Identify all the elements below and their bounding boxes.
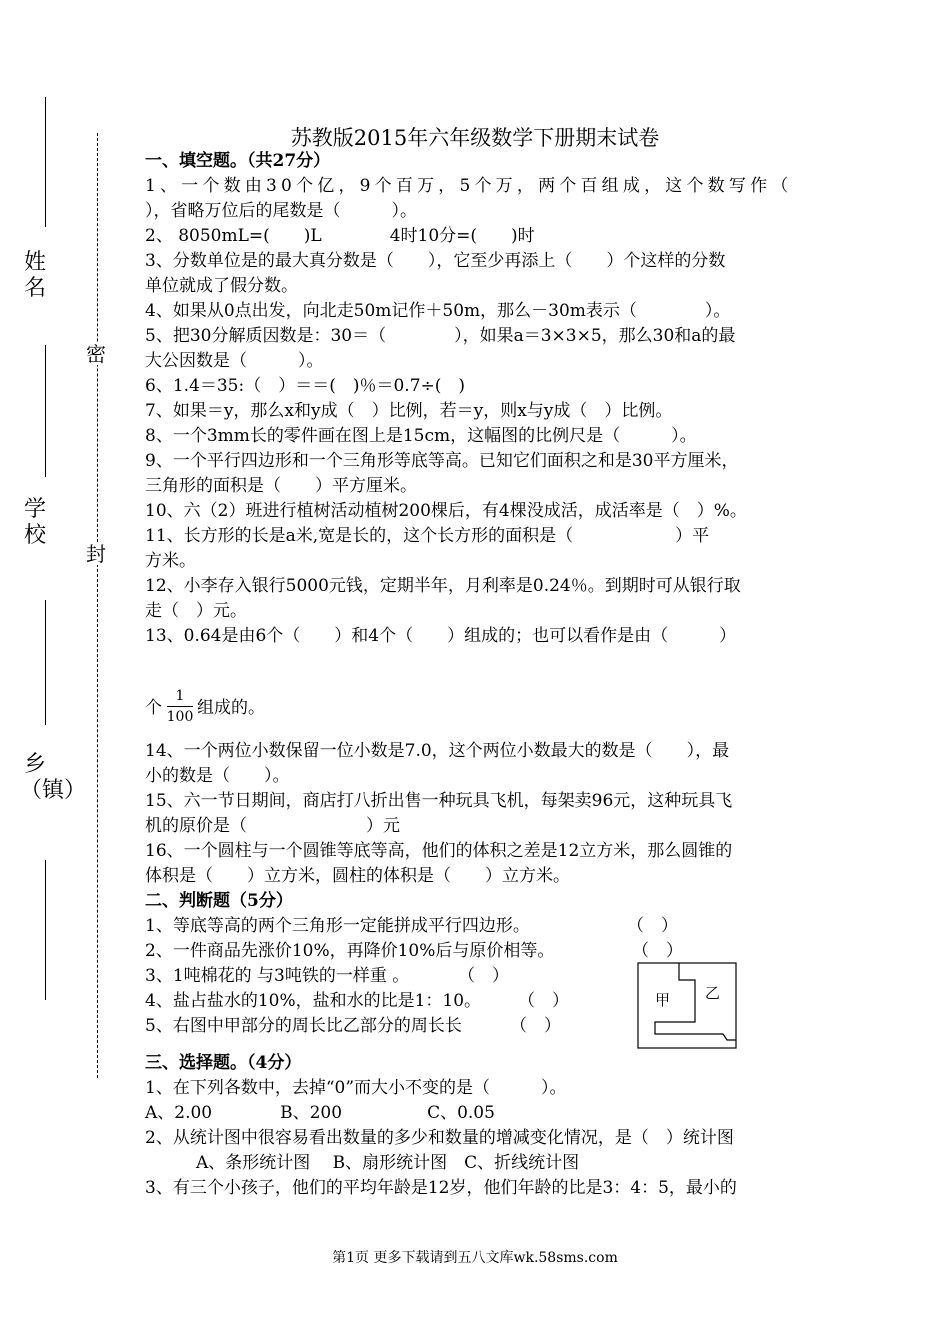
section-heading: 三、选择题。（4分） (145, 1053, 302, 1073)
question-line: 3、分数单位是的最大真分数是（ ），它至少再添上（ ）个这样的分数 (145, 251, 726, 271)
judge-text: 3、1吨棉花的 与3吨铁的一样重 。 (145, 966, 410, 986)
township-label: 乡（镇） (20, 752, 87, 803)
question-line: 14、一个两位小数保留一位小数是7.0，这个两位小数最大的数是（ ），最 (145, 741, 730, 761)
question-line: 8、一个3mm长的零件画在图上是15cm，这幅图的比例尺是（ ）。 (145, 426, 697, 446)
fraction-denominator: 100 (166, 709, 194, 725)
question-13-fraction-line (145, 684, 813, 732)
page-title: 苏教版2015年六年级数学下册期末试卷 (290, 126, 660, 150)
section-heading: 二、判断题（5分） (145, 891, 293, 911)
figure-label-jia: 甲 (655, 991, 671, 1009)
question-line: 7、如果＝y，那么x和y成（ ）比例，若＝y，则x与y成（ ）比例。 (145, 401, 673, 421)
question-line: 方米。 (145, 551, 196, 571)
question-line: 大公因数是（ ）。 (145, 351, 324, 371)
question-line: 15、六一节日期间，商店打八折出售一种玩具飞机，每架卖96元，这种玩具飞 (145, 791, 733, 811)
question-line: 6、1.4＝35:（ ）＝＝( )％＝0.7÷( ) (145, 376, 466, 396)
perimeter-figure-svg (637, 962, 737, 1049)
question-line: 1、一个数由30个亿，9个百万，5个万，两个百组成，这个数写作（ (145, 176, 793, 196)
question-line: 5、把30分解质因数是：30＝（ ），如果a＝3×3×5，那么30和a的最 (145, 326, 736, 346)
judge-text: 1、等底等高的两个三角形一定能拼成平行四边形。 (145, 916, 530, 936)
judge-text: 5、右图中甲部分的周长比乙部分的周长长 (145, 1016, 462, 1036)
question-line: 3、有三个小孩子，他们的平均年龄是12岁，他们年龄的比是3：4：5，最小的 (145, 1178, 737, 1198)
section-heading: 一、填空题。（共27分） (145, 151, 331, 171)
perimeter-figure (637, 962, 737, 1049)
question-line: 机的原价是（ ）元 (145, 816, 400, 836)
question-line: 单位就成了假分数。 (145, 276, 298, 296)
binding-line (45, 860, 46, 1000)
judge-item (145, 914, 813, 939)
question-line: 2、 8050mL=( )L 4时10分=( )时 (145, 226, 535, 246)
seal-dashed-line (97, 133, 98, 1078)
question-line: 9、一个平行四边形和一个三角形等底等高。已知它们面积之和是30平方厘米， (145, 451, 739, 471)
question-line: 11、长方形的长是a米,宽是长的，这个长方形的面积是（ ）平 (145, 526, 710, 546)
fraction-numerator: 1 (175, 688, 185, 704)
question-line: 12、小李存入银行5000元钱，定期半年，月利率是0.24％。到期时可从银行取 (145, 576, 741, 596)
seal-feng: 封 (86, 542, 106, 566)
question-line: 小的数是（ ）。 (145, 766, 290, 786)
answer-paren: （ ） (458, 966, 509, 986)
figure-label-yi: 乙 (705, 984, 721, 1002)
question-line: 走（ ）元。 (145, 601, 247, 621)
answer-paren: （ ） (518, 991, 569, 1011)
question-line: 1、在下列各数中，去掉“0”而大小不变的是（ ）。 (145, 1078, 567, 1098)
name-label: 姓名 (23, 250, 46, 301)
q13-prefix: 个 (145, 698, 162, 718)
q13-suffix: 组成的。 (197, 698, 265, 718)
binding-line (45, 97, 46, 227)
school-label: 学校 (23, 497, 46, 548)
question-line: 13、0.64是由6个（ ）和4个（ ）组成的；也可以看作是由（ ） (145, 626, 737, 646)
judge-text: 2、一件商品先涨价10%，再降价10%后与原价相等。 (145, 941, 555, 961)
question-line: 10、六（2）班进行植树活动植树200棵后，有4棵没成活，成活率是（ ）%。 (145, 501, 747, 521)
answer-paren: （ ） (632, 941, 683, 961)
choice-options: A、2.00 B、200 C、0.05 (145, 1103, 495, 1123)
seal-mi: 密 (86, 342, 106, 366)
question-line: 体积是（ ）立方米，圆柱的体积是（ ）立方米。 (145, 866, 570, 886)
answer-paren: （ ） (627, 916, 678, 936)
binding-line (45, 600, 46, 725)
page-footer: 第1页 更多下载请到五八文库wk.58sms.com (332, 1250, 618, 1266)
question-line: 2、从统计图中很容易看出数量的多少和数量的增减变化情况，是（ ）统计图 (145, 1128, 734, 1148)
binding-margin (0, 0, 140, 1344)
judge-item (145, 939, 813, 964)
question-line: 4、如果从0点出发，向北走50m记作＋50m，那么－30m表示（ ）。 (145, 301, 731, 321)
choice-options: A、条形统计图 B、扇形统计图 C、折线统计图 (145, 1153, 580, 1173)
answer-paren: （ ） (510, 1016, 561, 1036)
question-line: ），省略万位后的尾数是（ ）。 (145, 201, 417, 221)
fraction (165, 686, 195, 727)
question-line: 16、一个圆柱与一个圆锥等底等高，他们的体积之差是12立方米，那么圆锥的 (145, 841, 733, 861)
question-line: 三角形的面积是（ ）平方厘米。 (145, 476, 417, 496)
binding-line (45, 345, 46, 477)
judge-text: 4、盐占盐水的10%，盐和水的比是1：10。 (145, 991, 482, 1011)
